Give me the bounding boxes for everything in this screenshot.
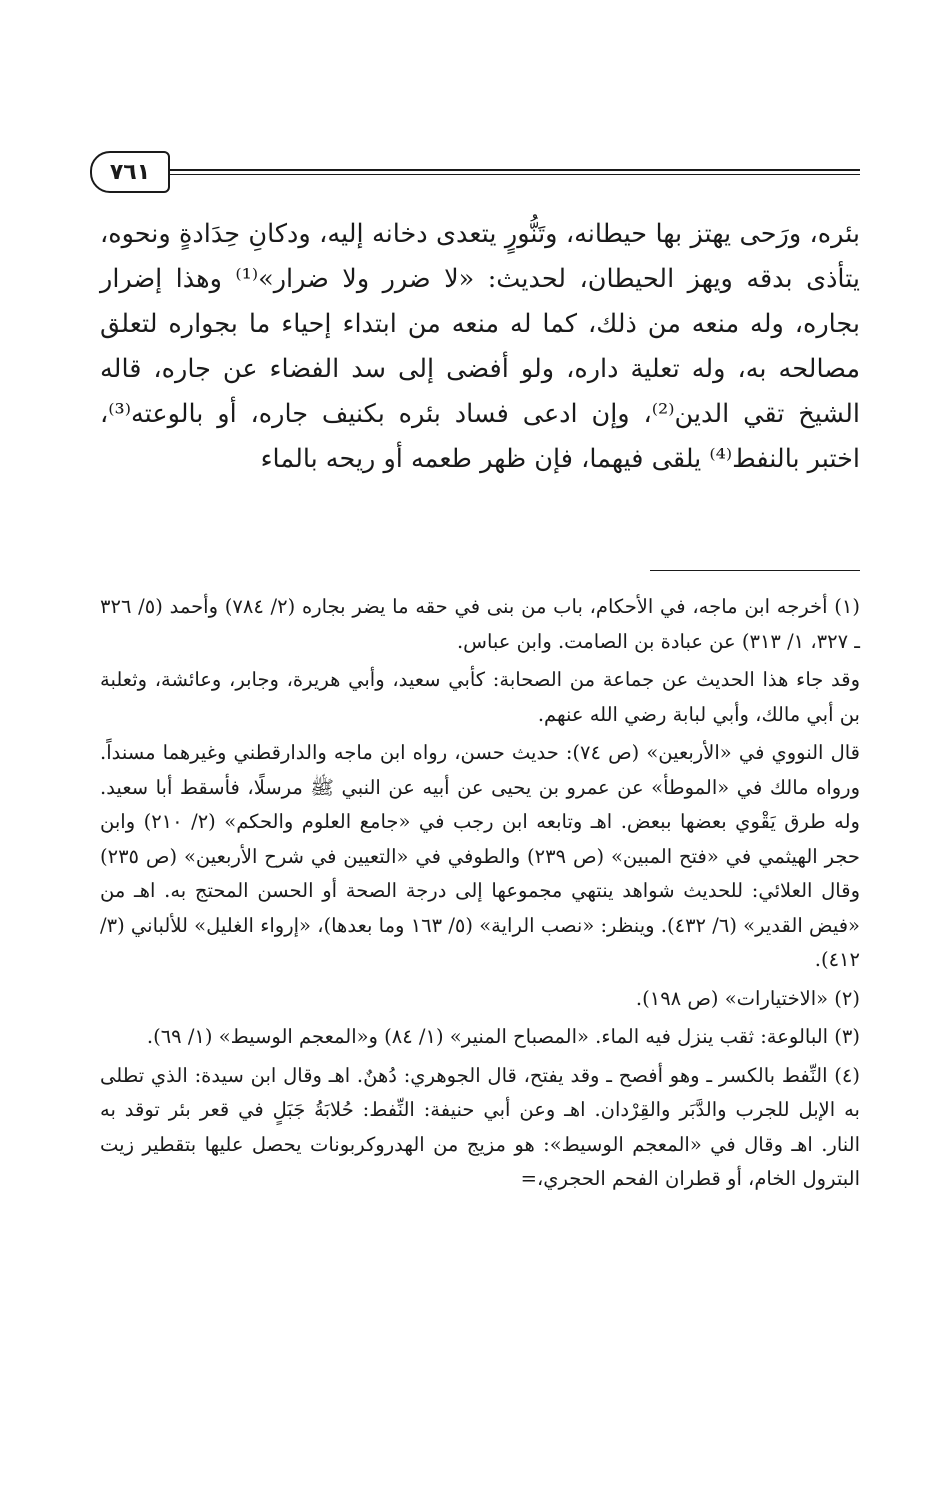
main-text bbox=[100, 212, 860, 482]
page-header bbox=[90, 150, 860, 194]
footnote-separator bbox=[650, 570, 860, 571]
footnote-1: (١) أخرجه ابن ماجه، في الأحكام، باب من بنى في حقه ما يضر بجاره (٢/ ٧٨٤) وأحمد (٥/ ٣٢٦ ـ ٣٢٧، ١/ ٣١٣) عن عبادة بن الصامت. وابن عباس. bbox=[100, 595, 860, 653]
page-number: ٧٦١ bbox=[90, 151, 170, 193]
footnote-3: (٣) البالوعة: ثقب ينزل فيه الماء. «المصباح المنير» (١/ ٨٤) و«المعجم الوسيط» (١/ ٦٩). bbox=[146, 1025, 860, 1048]
header-rule bbox=[162, 169, 860, 175]
footnote-1-continued: وقد جاء هذا الحديث عن جماعة من الصحابة: كأبي سعيد، وأبي هريرة، وجابر، وعائشة، وثعلبة بن أبي مالك، وأبي لبابة رضي الله عنهم. bbox=[100, 668, 860, 726]
footnote-1-commentary: قال النووي في «الأربعين» (ص ٧٤): حديث حسن، رواه ابن ماجه والدارقطني وغيرهما مسنداً. ورواه مالك في «الموطأ» عن عمرو بن يحيى عن أبيه عن النبي ﷺ مرسلًا، فأسقط أبا سعيد. وله طرق يَقْوي بعضها ببعض. اهـ وتابعه ابن رجب في «جامع العلوم والحكم» (٢/ ٢١٠) وابن حجر الهيثمي في «فتح المبين» (ص ٢٣٩) والطوفي في «التعيين في شرح الأربعين» (ص ٢٣٥) وقال العلائي: للحديث شواهد ينتهي مجموعها إلى درجة الصحة أو الحسن المحتج به. اهـ من «فيض القدير» (٦/ ٤٣٢). وينظر: «نصب الراية» (٥/ ١٦٣ وما بعدها)، «إرواء الغليل» للألباني (٣/ ٤١٢). bbox=[100, 741, 860, 971]
footnote-4: (٤) النِّفط بالكسر ـ وهو أفصح ـ وقد يفتح، قال الجوهري: دُهنٌ. اهـ وقال ابن سيدة: الذي تطلى به الإبل للجرب والدَّبَر والقِرْدان. اهـ وعن أبي حنيفة: النِّفط: حُلابَةُ جَبَلٍ في قعر بئر توقد به النار. اهـ وقال في «المعجم الوسيط»: هو مزيج من الهدروكربونات يحصل عليها بتقطير زيت البترول الخام، أو قطران الفحم الحجري،= bbox=[100, 1063, 860, 1190]
footnote-2: (٢) «الاختيارات» (ص ١٩٨). bbox=[635, 986, 860, 1010]
footnotes bbox=[100, 590, 860, 1197]
main-paragraph: بئره، ورَحى يهتز بها حيطانه، وتَنُّورٍ يتعدى دخانه إليه، ودكانِ حِدَادةٍ ونحوه، يتأذى بدقه ويهز الحيطان، لحديث: «لا ضرر ولا ضرار»⁽¹⁾ وهذا إضرار بجاره، وله منعه من ذلك، كما له منعه من ابتداء إحياء ما بجواره لتعلق مصالحه به، وله تعلية داره، ولو أفضى إلى سد الفضاء عن جاره، قاله الشيخ تقي الدين⁽²⁾، وإن ادعى فساد بئره بكنيف جاره، أو بالوعته⁽³⁾، اختبر بالنفط⁽⁴⁾ يلقى فيهما، فإن ظهر طعمه أو ريحه بالماء bbox=[100, 219, 860, 474]
